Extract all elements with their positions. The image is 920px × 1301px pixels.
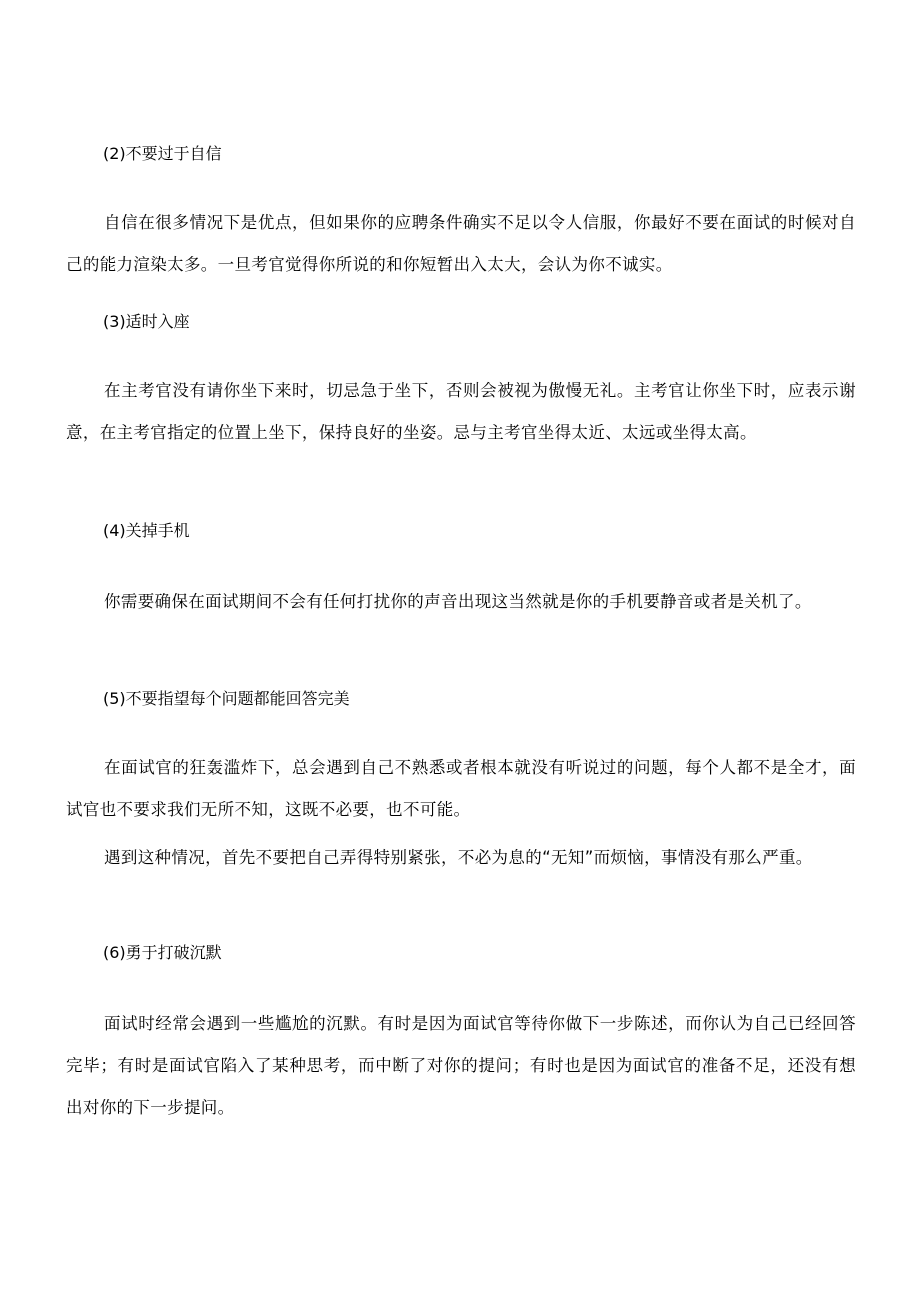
- section-paragraph: 你需要确保在面试期间不会有任何打扰你的声音出现这当然就是你的手机要静音或者是关机了。: [104, 592, 812, 611]
- section-paragraph: 遇到这种情况，首先不要把自己弄得特别紧张，不必为息的“无知”而烦恼，事情没有那么严重。: [104, 848, 813, 867]
- section-paragraph: 在面试官的狂轰滥炸下，总会遇到自己不熟悉或者根本就没有听说过的问题，每个人都不是全才，面试官也不要求我们无所不知，这既不必要，也不可能。: [66, 758, 856, 819]
- section-heading: (5)不要指望每个问题都能回答完美: [103, 689, 350, 708]
- section-heading: (3)适时入座: [103, 312, 190, 331]
- section-heading: (4)关掉手机: [103, 521, 190, 540]
- section-paragraph: 面试时经常会遇到一些尴尬的沉默。有时是因为面试官等待你做下一步陈述，而你认为自己已经回答完毕；有时是面试官陷入了某种思考，而中断了对你的提问；有时也是因为面试官的准备不足，还没有想出对你的下一步提问。: [66, 1014, 856, 1117]
- section-heading: (2)不要过于自信: [103, 144, 222, 163]
- section-paragraph: 在主考官没有请你坐下来时，切忌急于坐下，否则会被视为傲慢无礼。主考官让你坐下时，应表示谢意，在主考官指定的位置上坐下，保持良好的坐姿。忌与主考官坐得太近、太远或坐得太高。: [66, 381, 856, 442]
- section-heading: (6)勇于打破沉默: [103, 943, 222, 962]
- section-paragraph: 自信在很多情况下是优点，但如果你的应聘条件确实不足以令人信服，你最好不要在面试的时候对自己的能力渲染太多。一旦考官觉得你所说的和你短暂出入太大，会认为你不诚实。: [66, 213, 856, 274]
